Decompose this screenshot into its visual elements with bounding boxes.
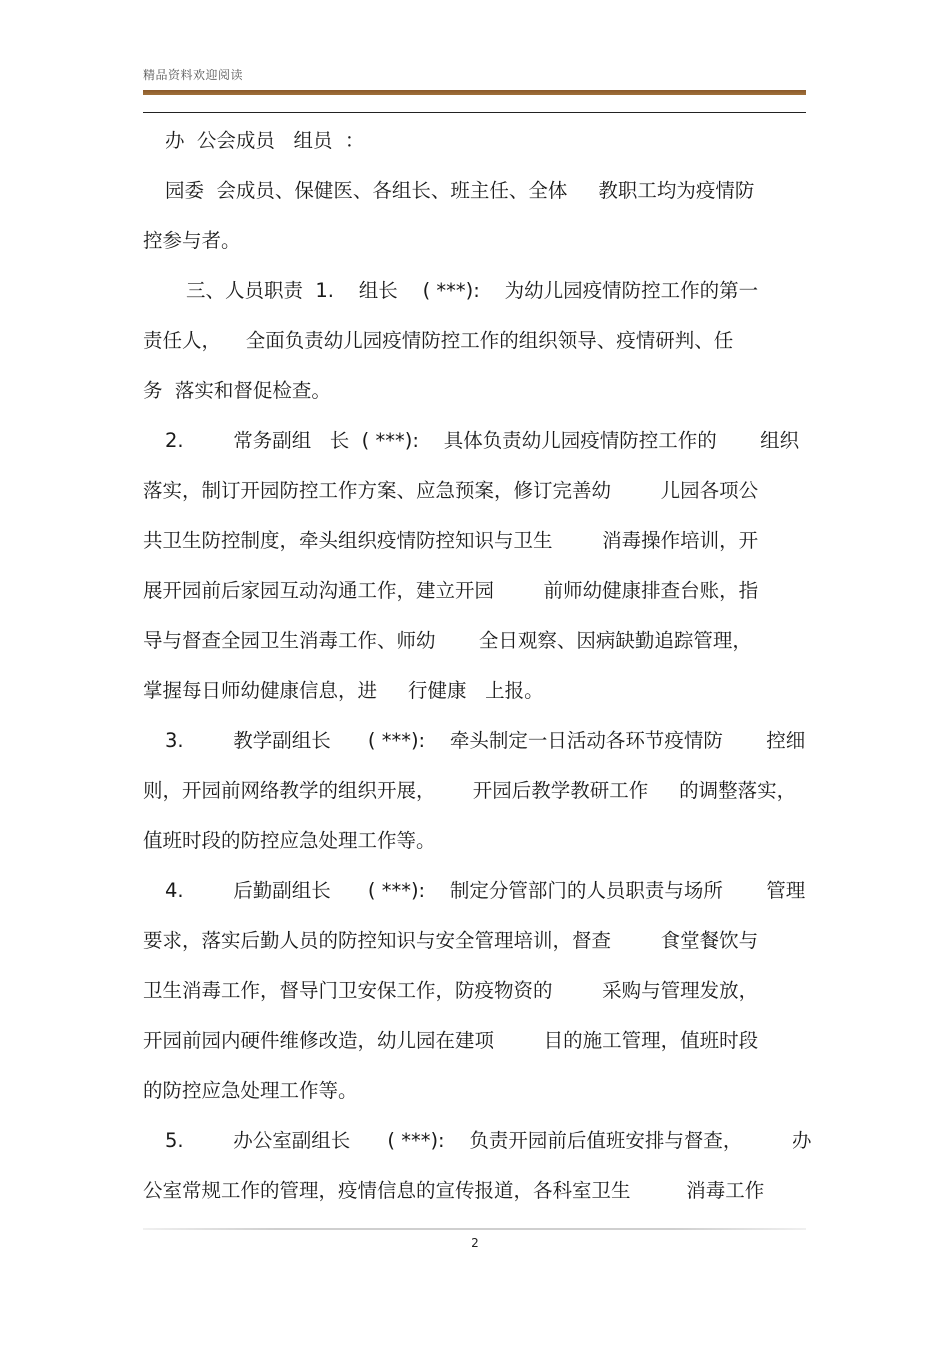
body-line-5: 责任人， 全面负责幼儿园疫情防控工作的组织领导、疫情研判、任 [143, 329, 734, 352]
body-line-2: 园委 会成员、保健医、各组长、班主任、全体 教职工均为疫情防 [165, 179, 755, 202]
body-line-7: 2. 常务副组 长 ( ***): 具体负责幼儿园疫情防控工作的 组织 [165, 429, 800, 452]
body-line-12: 掌握每日师幼健康信息，进 行健康 上报。 [143, 679, 544, 702]
body-line-21: 5. 办公室副组长 ( ***): 负责开园前后值班安排与督查， 办 [165, 1129, 812, 1152]
body-line-3: 控参与者。 [143, 229, 241, 252]
body-line-8: 落实，制订开园防控工作方案、应急预案，修订完善幼 儿园各项公 [143, 479, 759, 502]
body-line-4: 三、人员职责 1. 组长 ( ***): 为幼儿园疫情防控工作的第一 [186, 279, 759, 302]
body-line-20: 的防控应急处理工作等。 [143, 1079, 358, 1102]
header-rule-thick [143, 90, 806, 95]
body-line-11: 导与督查全园卫生消毒工作、师幼 全日观察、因病缺勤追踪管理， [143, 629, 752, 652]
body-line-16: 4. 后勤副组长 ( ***): 制定分管部门的人员职责与场所 管理 [165, 879, 806, 902]
body-line-1: 办 公会成员 组员 ： [165, 129, 365, 152]
page-number: 2 [471, 1236, 479, 1250]
body-line-18: 卫生消毒工作，督导门卫安保工作，防疫物资的 采购与管理发放， [143, 979, 759, 1002]
header-rule-thin [143, 112, 806, 113]
footer-rule [143, 1228, 806, 1230]
body-line-6: 务 落实和督促检查。 [143, 379, 331, 402]
header-text: 精品资料欢迎阅读 [143, 68, 244, 82]
body-line-14: 则，开园前网络教学的组织开展， 开园后教学教研工作 的调整落实， [143, 779, 797, 802]
body-line-13: 3. 教学副组长 ( ***): 牵头制定一日活动各环节疫情防 控细 [165, 729, 806, 752]
body-line-17: 要求，落实后勤人员的防控知识与安全管理培训，督查 食堂餐饮与 [143, 929, 759, 952]
body-line-9: 共卫生防控制度，牵头组织疫情防控知识与卫生 消毒操作培训，开 [143, 529, 759, 552]
body-line-22: 公室常规工作的管理，疫情信息的宣传报道，各科室卫生 消毒工作 [143, 1179, 765, 1202]
body-line-10: 展开园前后家园互动沟通工作，建立开园 前师幼健康排查台账，指 [143, 579, 759, 602]
body-line-15: 值班时段的防控应急处理工作等。 [143, 829, 436, 852]
body-line-19: 开园前园内硬件维修改造，幼儿园在建项 目的施工管理，值班时段 [143, 1029, 759, 1052]
